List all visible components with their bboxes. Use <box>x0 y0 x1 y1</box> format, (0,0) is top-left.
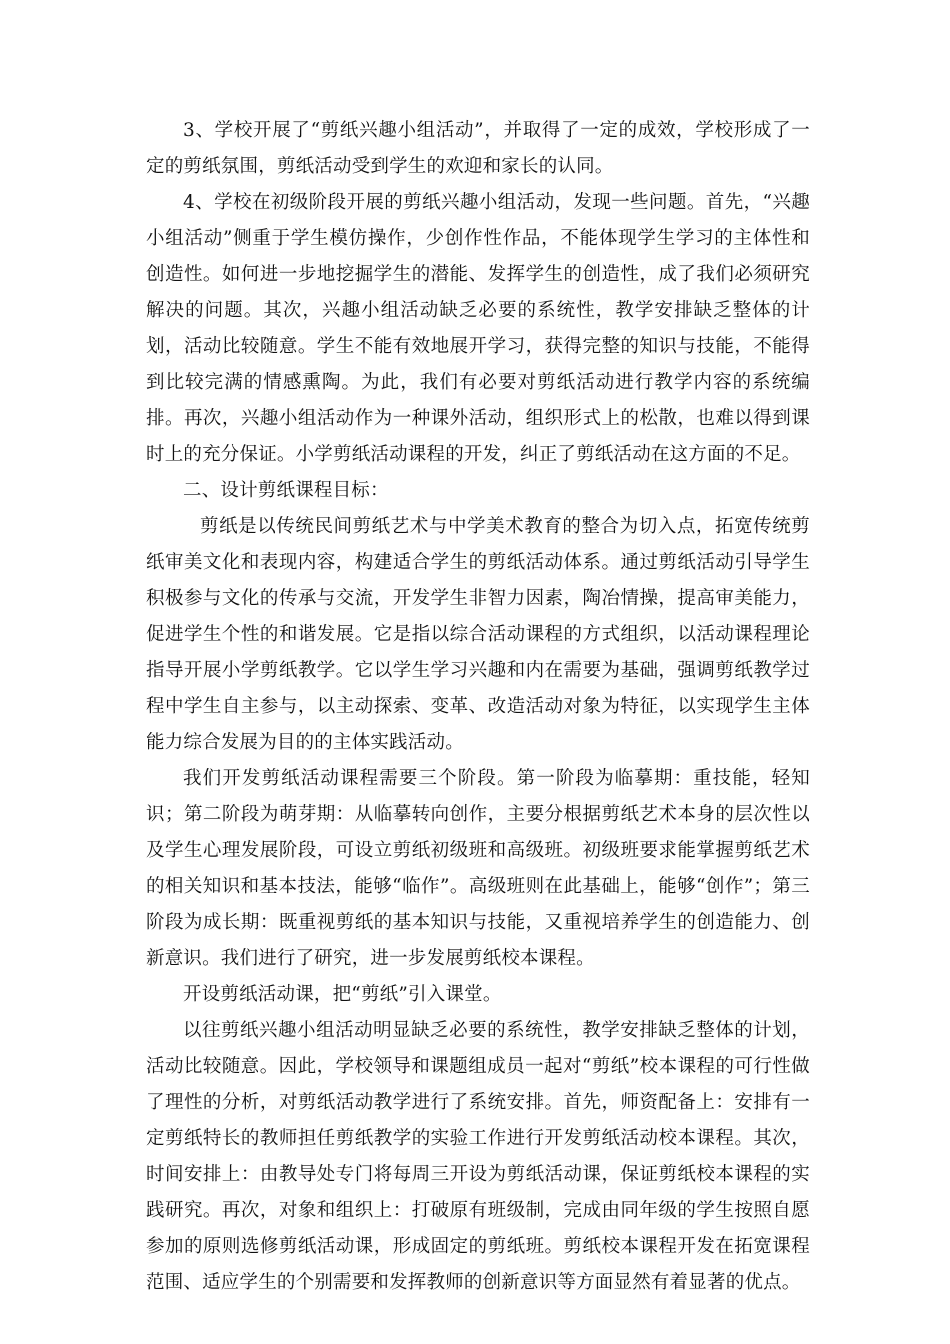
section-heading-course-goals: 二、设计剪纸课程目标： <box>183 480 389 501</box>
paragraph-course-goals: 剪纸是以传统民间剪纸艺术与中学美术教育的整合为切入点，拓宽传统剪纸审美文化和表现内容，构建适合学生的剪纸活动体系。通过剪纸活动引导学生积极参与文化的传承与交流，开发学生非智力因素，陶冶情操，提高审美能力，促进学生个性的和谐发展。它是指以综合活动课程的方式组织，以活动课程理论指导开展小学剪纸教学。它以学生学习兴趣和内在需要为基础，强调剪纸教学过程中学生自主参与，以主动探索、变革、改造活动对象为特征，以实现学生主体能力综合发展为目的的主体实践活动。 <box>146 516 810 753</box>
paragraph-open-course: 开设剪纸活动课，把“剪纸”引入课堂。 <box>183 984 502 1005</box>
paragraph-item-3: 3、学校开展了“剪纸兴趣小组活动”，并取得了一定的成效，学校形成了一定的剪纸氛围，剪纸活动受到学生的欢迎和家长的认同。 <box>146 120 810 177</box>
paragraph-three-stages: 我们开发剪纸活动课程需要三个阶段。第一阶段为临摹期：重技能，轻知识；第二阶段为萌芽期：从临摹转向创作，主要分根据剪纸艺术本身的层次性以及学生心理发展阶段，可设立剪纸初级班和高级班。初级班要求能掌握剪纸艺术的相关知识和基本技法，能够“临作”。高级班则在此基础上，能够“创作”；第三阶段为成长期：既重视剪纸的基本知识与技能，又重视培养学生的创造能力、创新意识。我们进行了研究，进一步发展剪纸校本课程。 <box>146 768 810 969</box>
paragraph-item-4: 4、学校在初级阶段开展的剪纸兴趣小组活动，发现一些问题。首先，“兴趣小组活动”侧重于学生模仿操作，少创作性作品，不能体现学生学习的主体性和创造性。如何进一步地挖掘学生的潜能、发挥学生的创造性，成了我们必须研究解决的问题。其次，兴趣小组活动缺乏必要的系统性，教学安排缺乏整体的计划，活动比较随意。学生不能有效地展开学习，获得完整的知识与技能，不能得到比较完满的情感熏陶。为此，我们有必要对剪纸活动进行教学内容的系统编排。再次，兴趣小组活动作为一种课外活动，组织形式上的松散，也难以得到课时上的充分保证。小学剪纸活动课程的开发，纠正了剪纸活动在这方面的不足。 <box>146 192 810 465</box>
document-body <box>146 113 810 1301</box>
paragraph-course-arrangement: 以往剪纸兴趣小组活动明显缺乏必要的系统性，教学安排缺乏整体的计划，活动比较随意。因此，学校领导和课题组成员一起对“剪纸”校本课程的可行性做了理性的分析，对剪纸活动教学进行了系统安排。首先，师资配备上：安排有一定剪纸特长的教师担任剪纸教学的实验工作进行开发剪纸活动校本课程。其次，时间安排上：由教导处专门将每周三开设为剪纸活动课，保证剪纸校本课程的实践研究。再次，对象和组织上：打破原有班级制，完成由同年级的学生按照自愿参加的原则选修剪纸活动课，形成固定的剪纸班。剪纸校本课程开发在拓宽课程范围、适应学生的个别需要和发挥教师的创新意识等方面显然有着显著的优点。 <box>146 1020 810 1293</box>
